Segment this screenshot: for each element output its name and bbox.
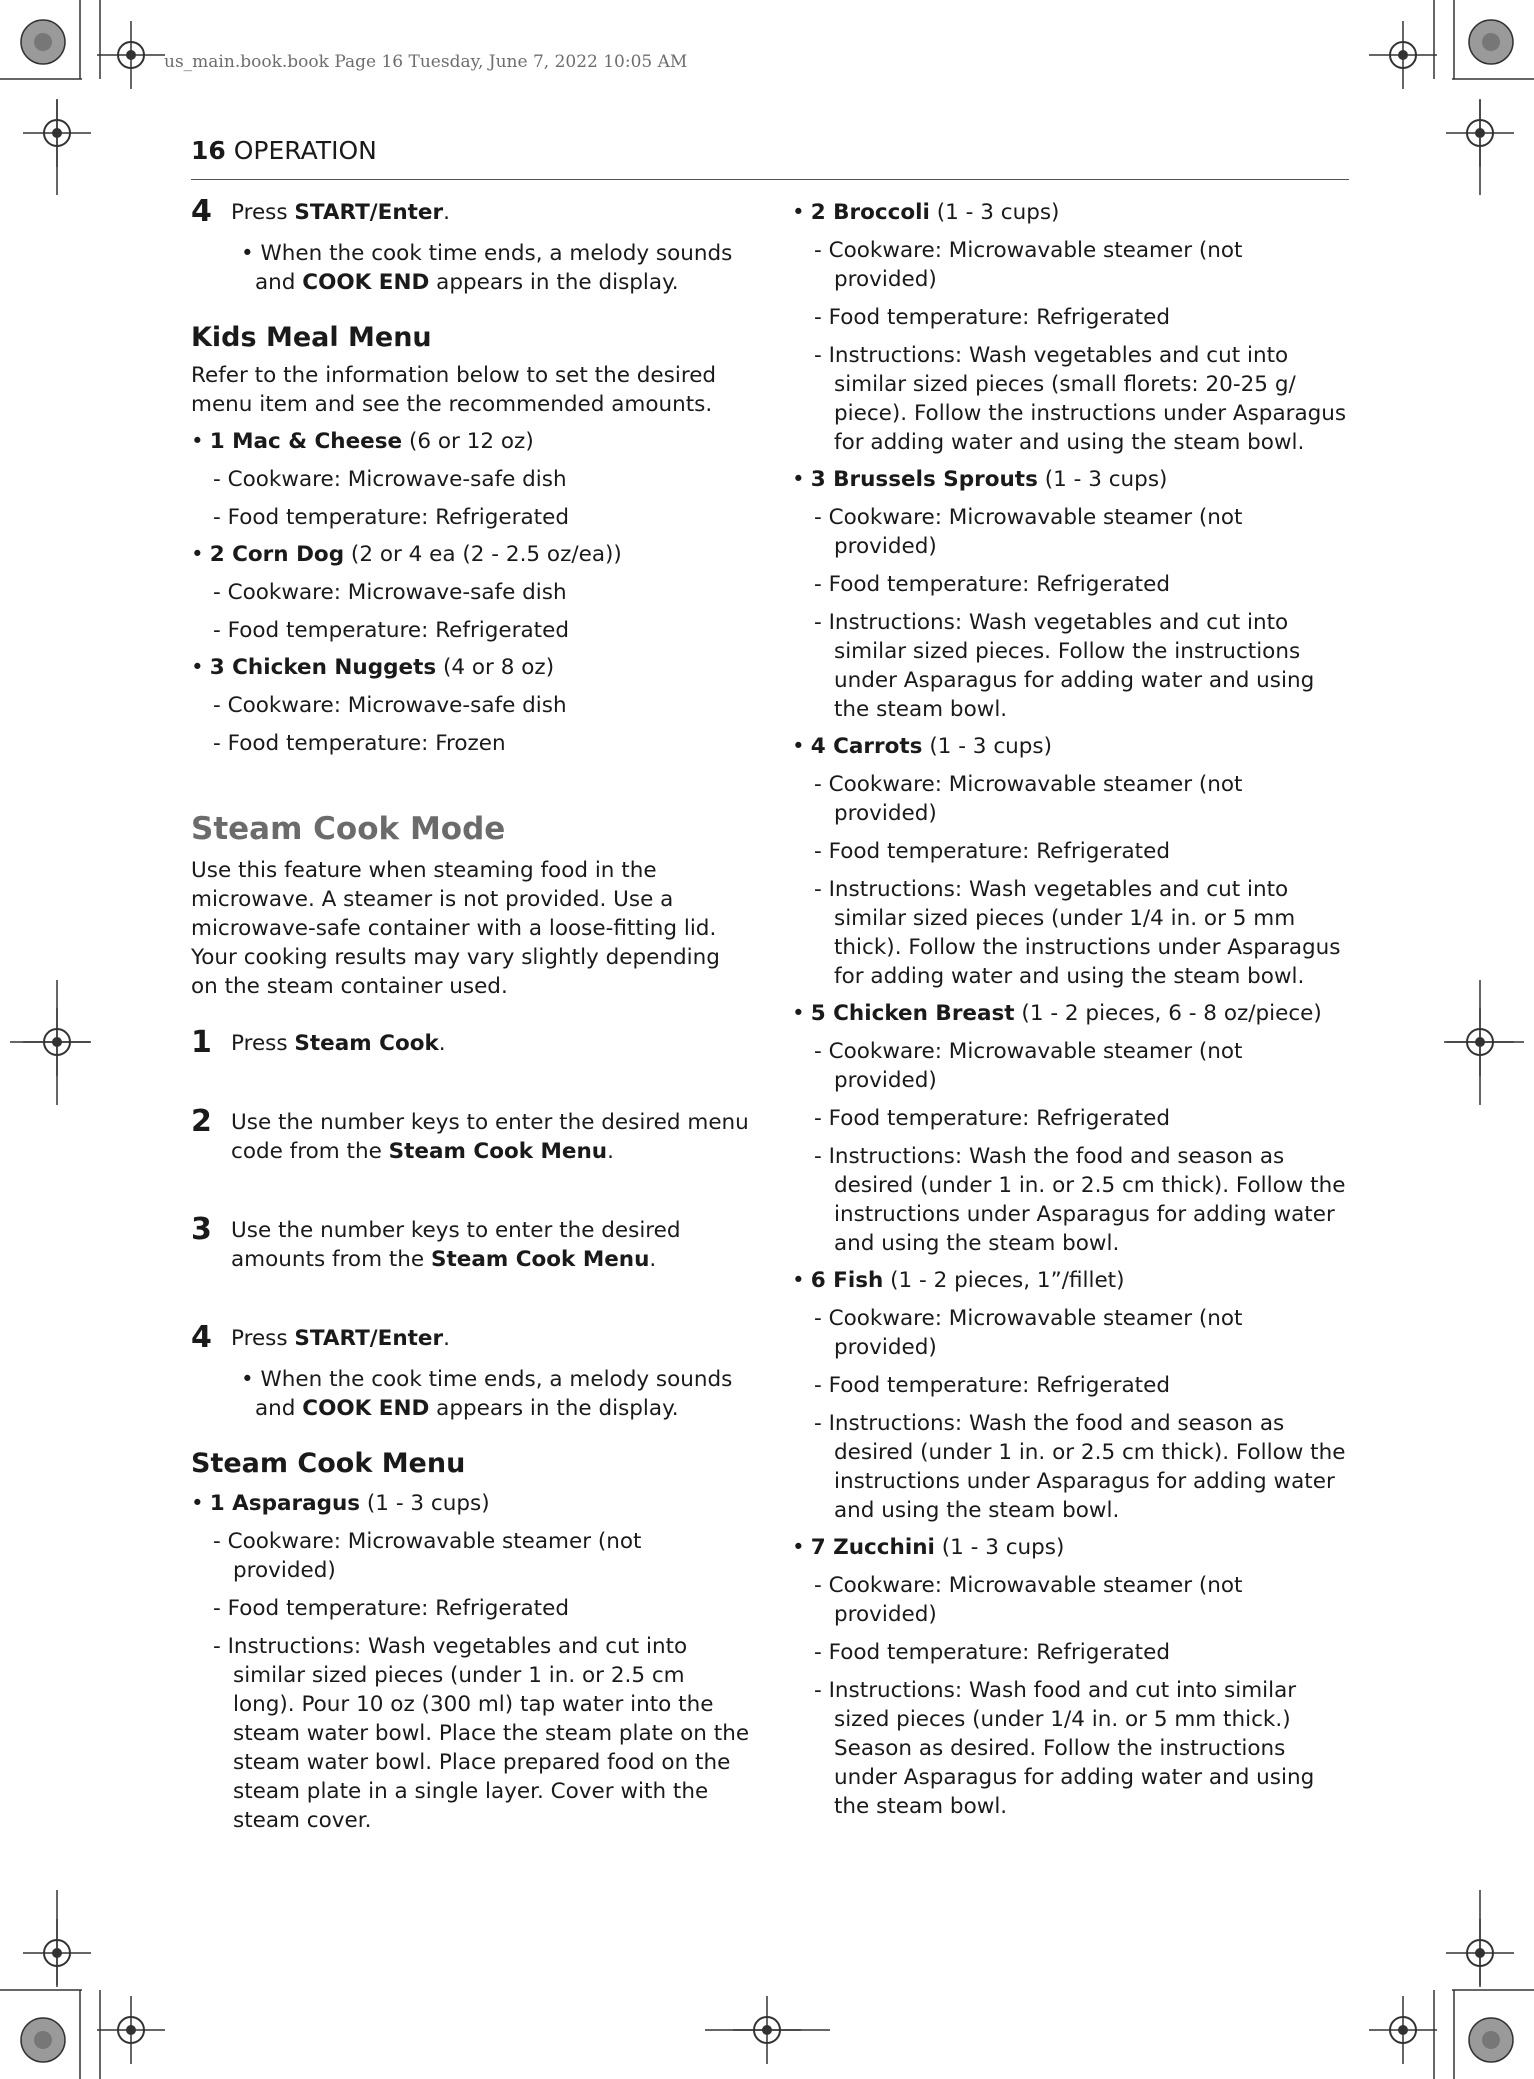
step-4-start bbox=[191, 194, 751, 297]
header-rule bbox=[191, 179, 1349, 180]
kids-meal-intro: Refer to the information below to set the desired menu item and see the recommended amounts. bbox=[191, 363, 717, 417]
menu-item: • 2 Corn Dog (2 or 4 ea (2 - 2.5 oz/ea)) - Cookware: Microwave-safe dish - Food temperature: Refrigerated bbox=[191, 540, 751, 645]
menu-item: • 1 Asparagus (1 - 3 cups) - Cookware: Microwavable steamer (not provided) - Food temperature: Refrigerated - Instructions: Wash vegetables and cut into similar sized pieces (under 1 in. or 2.5 cm long). Pour 10 oz (300 ml) tap water into the steam water bowl. Place the steam plate on the steam water bowl. Place prepared food on the steam plate in a single layer. Cover with the steam cover. bbox=[191, 1491, 750, 1833]
print-header: us_main.book.book Page 16 Tuesday, June 7, 2022 10:05 AM bbox=[164, 52, 688, 72]
menu-item: • 7 Zucchini (1 - 3 cups) - Cookware: Microwavable steamer (not provided) - Food temperature: Refrigerated - Instructions: Wash food and cut into similar sized pieces (under 1/4 in. or 5 mm thick.) Season as desired. Follow the instructions under Asparagus for adding water and using the steam bowl. bbox=[790, 1533, 1350, 1821]
item-detail: - Instructions: Wash the food and season as desired (under 1 in. or 2.5 cm thick). Follow the instructions under Asparagus for adding water and using the steam bowl. bbox=[814, 1144, 1346, 1256]
item-detail: - Instructions: Wash vegetables and cut into similar sized pieces. Follow the instructions under Asparagus for adding water and using the steam bowl. bbox=[814, 610, 1315, 722]
item-detail: - Cookware: Microwave-safe dish bbox=[213, 693, 567, 718]
color-wheel-icon bbox=[21, 20, 65, 64]
menu-item: • 2 Broccoli (1 - 3 cups) - Cookware: Microwavable steamer (not provided) - Food temperature: Refrigerated - Instructions: Wash vegetables and cut into similar sized pieces (small florets: 20-25 g/ piece). Follow the instructions under Asparagus for adding water and using the steam bowl. bbox=[790, 198, 1350, 457]
menu-item: • 4 Carrots (1 - 3 cups) - Cookware: Microwavable steamer (not provided) - Food temperature: Refrigerated - Instructions: Wash vegetables and cut into similar sized pieces (under 1/4 in. or 5 mm thick). Follow the instructions under Asparagus for adding water and using the steam bowl. bbox=[790, 732, 1350, 991]
left-column bbox=[191, 192, 751, 1835]
registration-mark-icon bbox=[1369, 21, 1437, 89]
item-detail: - Cookware: Microwavable steamer (not provided) bbox=[814, 238, 1243, 292]
registration-mark-icon bbox=[97, 1996, 165, 2064]
menu-item: • 1 Mac & Cheese (6 or 12 oz) - Cookware: Microwave-safe dish - Food temperature: Refrigerated bbox=[191, 427, 751, 532]
step-note: • When the cook time ends, a melody sounds and COOK END appears in the display. bbox=[241, 1367, 733, 1421]
step-number: 1 bbox=[191, 1025, 212, 1060]
item-detail: - Food temperature: Refrigerated bbox=[814, 1640, 1170, 1665]
item-detail: - Cookware: Microwavable steamer (not provided) bbox=[814, 1039, 1243, 1093]
item-detail: - Food temperature: Refrigerated bbox=[814, 839, 1170, 864]
right-column bbox=[790, 192, 1350, 1821]
steam-cook-menu-heading: Steam Cook Menu bbox=[191, 1448, 466, 1479]
item-detail: - Cookware: Microwavable steamer (not provided) bbox=[814, 1306, 1243, 1360]
step-number: 3 bbox=[191, 1212, 212, 1247]
item-detail: - Food temperature: Refrigerated bbox=[814, 1373, 1170, 1398]
color-wheel-icon bbox=[1469, 20, 1513, 64]
registration-mark-icon bbox=[97, 21, 165, 89]
item-detail: - Instructions: Wash the food and season as desired (under 1 in. or 2.5 cm thick). Follow the instructions under Asparagus for adding water and using the steam bowl. bbox=[814, 1411, 1346, 1523]
item-detail: - Food temperature: Refrigerated bbox=[213, 505, 569, 530]
step-3: 3 Use the number keys to enter the desired amounts from the Steam Cook Menu. bbox=[191, 1212, 681, 1272]
item-detail: - Instructions: Wash vegetables and cut into similar sized pieces (under 1/4 in. or 5 mm thick). Follow the instructions under Asparagus for adding water and using the steam bowl. bbox=[814, 877, 1341, 989]
step-number: 2 bbox=[191, 1104, 212, 1139]
item-detail: - Food temperature: Frozen bbox=[213, 731, 506, 756]
item-detail: - Cookware: Microwave-safe dish bbox=[213, 467, 567, 492]
item-detail: - Food temperature: Refrigerated bbox=[814, 1106, 1170, 1131]
steam-cook-mode-heading: Steam Cook Mode bbox=[191, 811, 506, 847]
color-wheel-icon bbox=[21, 2018, 65, 2062]
item-detail: - Cookware: Microwavable steamer (not provided) bbox=[814, 772, 1243, 826]
step-text: Press START/Enter. bbox=[231, 200, 450, 225]
step-1: 1 Press Steam Cook. bbox=[191, 1025, 446, 1060]
step-number: 4 bbox=[191, 194, 212, 229]
item-detail: - Cookware: Microwavable steamer (not provided) bbox=[814, 505, 1243, 559]
section-title: OPERATION bbox=[233, 136, 377, 165]
menu-item: • 6 Fish (1 - 2 pieces, 1”/fillet) - Cookware: Microwavable steamer (not provided) - Food temperature: Refrigerated - Instructions: Wash the food and season as desired (under 1 in. or 2.5 cm thick). Follow the instructions under Asparagus for adding water and using the steam bowl. bbox=[790, 1266, 1350, 1525]
step-note: • When the cook time ends, a melody sounds and COOK END appears in the display. bbox=[241, 241, 733, 295]
item-detail: - Cookware: Microwave-safe dish bbox=[213, 580, 567, 605]
item-detail: - Cookware: Microwavable steamer (not provided) bbox=[814, 1573, 1243, 1627]
step-4-steam: 4 Press START/Enter. • When the cook time ends, a melody sounds and COOK END appears in the display. bbox=[191, 1324, 751, 1423]
registration-mark-icon bbox=[1369, 1996, 1437, 2064]
step-2: 2 Use the number keys to enter the desired menu code from the Steam Cook Menu. bbox=[191, 1104, 749, 1164]
item-detail: - Instructions: Wash vegetables and cut into similar sized pieces (under 1 in. or 2.5 cm long). Pour 10 oz (300 ml) tap water into the steam water bowl. Place the steam plate on the steam water bowl. Place prepared food on the steam plate in a single layer. Cover with the steam cover. bbox=[213, 1634, 750, 1833]
item-detail: - Instructions: Wash vegetables and cut into similar sized pieces (small florets: 20-25 g/ piece). Follow the instructions under Asparagus for adding water and using the steam bowl. bbox=[814, 343, 1347, 455]
item-detail: - Cookware: Microwavable steamer (not provided) bbox=[213, 1529, 642, 1583]
steam-cook-intro: Use this feature when steaming food in the microwave. A steamer is not provided. Use a microwave-safe container with a loose-fitting lid. Your cooking results may vary slightly depending on the steam container used. bbox=[191, 858, 720, 999]
page-header bbox=[191, 136, 377, 165]
step-number: 4 bbox=[191, 1320, 212, 1355]
item-detail: - Food temperature: Refrigerated bbox=[213, 618, 569, 643]
item-detail: - Instructions: Wash food and cut into similar sized pieces (under 1/4 in. or 5 mm thick.) Season as desired. Follow the instructions under Asparagus for adding water and using the steam bowl. bbox=[814, 1678, 1315, 1819]
page-number: 16 bbox=[191, 136, 226, 165]
item-detail: - Food temperature: Refrigerated bbox=[213, 1596, 569, 1621]
kids-meal-heading: Kids Meal Menu bbox=[191, 322, 432, 353]
menu-item: • 3 Chicken Nuggets (4 or 8 oz) - Cookware: Microwave-safe dish - Food temperature: Frozen bbox=[191, 653, 751, 758]
item-detail: - Food temperature: Refrigerated bbox=[814, 572, 1170, 597]
menu-item: • 5 Chicken Breast (1 - 2 pieces, 6 - 8 oz/piece) - Cookware: Microwavable steamer (not provided) - Food temperature: Refrigerated - Instructions: Wash the food and season as desired (under 1 in. or 2.5 cm thick). Follow the instructions under Asparagus for adding water and using the steam bowl. bbox=[790, 999, 1350, 1258]
color-wheel-icon bbox=[1469, 2018, 1513, 2062]
item-detail: - Food temperature: Refrigerated bbox=[814, 305, 1170, 330]
menu-item: • 3 Brussels Sprouts (1 - 3 cups) - Cookware: Microwavable steamer (not provided) - Food temperature: Refrigerated - Instructions: Wash vegetables and cut into similar sized pieces. Follow the instructions under Asparagus for adding water and using the steam bowl. bbox=[790, 465, 1350, 724]
